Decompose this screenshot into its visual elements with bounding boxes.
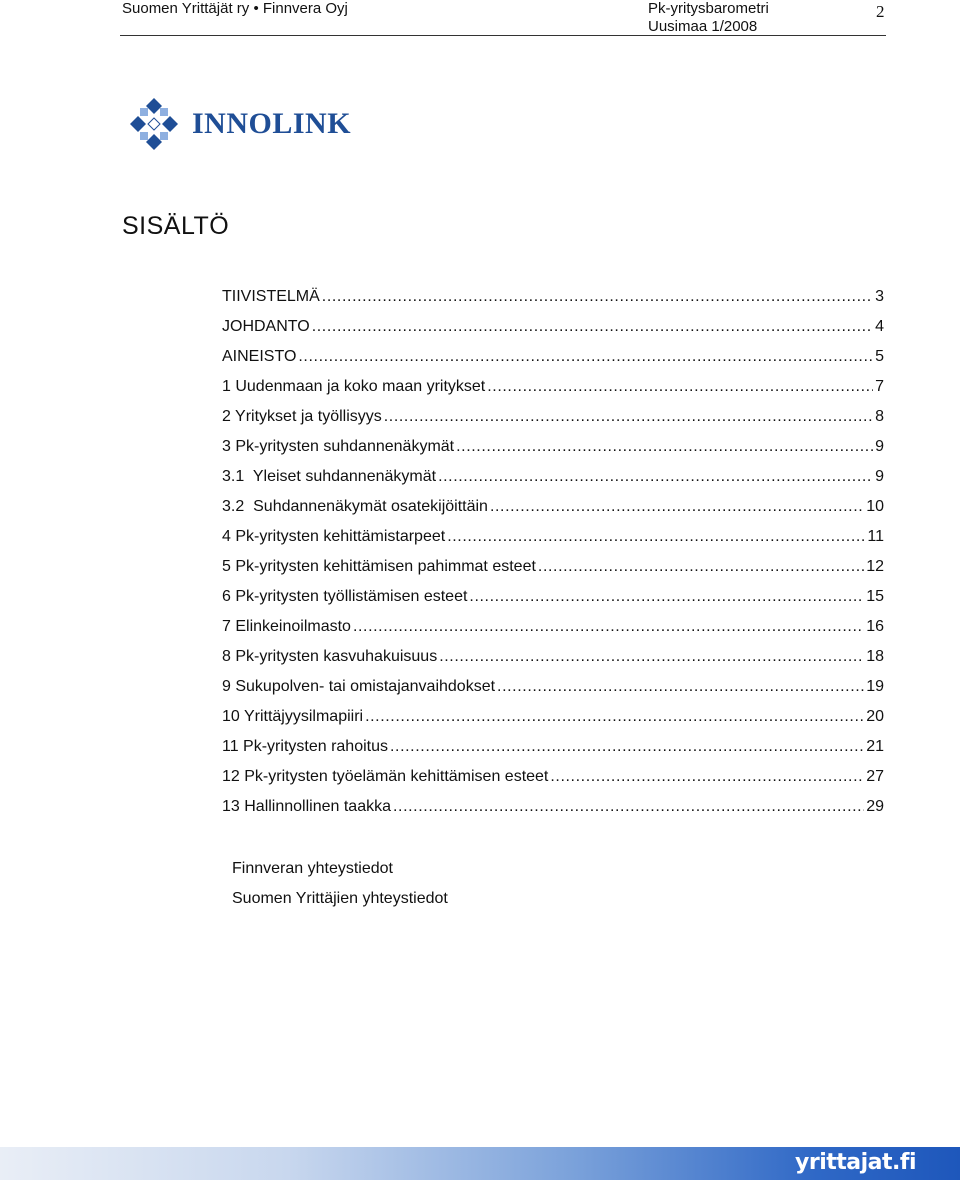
toc-entry-label: 7 Elinkeinoilmasto — [222, 618, 351, 635]
toc-entry-label: 4 Pk-yritysten kehittämistarpeet — [222, 528, 446, 545]
toc-entry-label: 3.2 Suhdannenäkymät osatekijöittäin — [222, 498, 488, 515]
toc-leader-dots — [439, 648, 864, 666]
toc-entry-page: 29 — [866, 798, 884, 815]
toc-leader-dots — [456, 438, 873, 456]
toc-entry[interactable] — [222, 498, 884, 528]
toc-entry-label: 12 Pk-yritysten työelämän kehittämisen esteet — [222, 768, 549, 785]
toc-leader-dots — [298, 348, 873, 366]
header-report-issue: Uusimaa 1/2008 — [648, 18, 758, 35]
toc-entry[interactable] — [222, 288, 884, 318]
toc-entry[interactable] — [222, 678, 884, 708]
toc-entry[interactable] — [222, 558, 884, 588]
toc-leader-dots — [447, 528, 865, 546]
toc-entry[interactable] — [222, 378, 884, 408]
toc-leader-dots — [312, 318, 873, 336]
toc-entry-page: 12 — [866, 558, 884, 575]
toc-entry-label: 11 Pk-yritysten rahoitus — [222, 738, 388, 755]
toc-entry-page: 27 — [866, 768, 884, 785]
toc-entry-label: AINEISTO — [222, 348, 297, 365]
toc-leader-dots — [538, 558, 864, 576]
page-title: SISÄLTÖ — [122, 212, 230, 240]
contacts-list — [232, 860, 448, 920]
innolink-logo-text: INNOLINK — [192, 107, 352, 140]
toc-leader-dots — [390, 738, 864, 756]
toc-entry-page: 19 — [866, 678, 884, 695]
innolink-diamond-icon — [124, 96, 184, 152]
toc-entry-page: 16 — [866, 618, 884, 635]
toc-leader-dots — [487, 378, 873, 396]
toc-entry[interactable] — [222, 618, 884, 648]
toc-entry[interactable] — [222, 708, 884, 738]
header-report-name: Pk-yritysbarometri — [648, 0, 769, 17]
toc-entry[interactable] — [222, 768, 884, 798]
header-divider — [120, 35, 886, 36]
toc-entry-page: 5 — [875, 348, 884, 365]
toc-entry[interactable] — [222, 588, 884, 618]
toc-leader-dots — [322, 288, 873, 306]
toc-entry[interactable] — [222, 468, 884, 498]
toc-entry-page: 8 — [875, 408, 884, 425]
toc-entry[interactable] — [222, 738, 884, 768]
toc-leader-dots — [497, 678, 864, 696]
toc-leader-dots — [393, 798, 864, 816]
toc-entry-label: JOHDANTO — [222, 318, 310, 335]
toc-leader-dots — [353, 618, 864, 636]
toc-entry[interactable] — [222, 528, 884, 558]
header-organizations: Suomen Yrittäjät ry • Finnvera Oyj — [122, 0, 348, 17]
toc-leader-dots — [365, 708, 864, 726]
toc-leader-dots — [490, 498, 864, 516]
toc-entry-label: 5 Pk-yritysten kehittämisen pahimmat esteet — [222, 558, 536, 575]
toc-entry[interactable] — [222, 798, 884, 828]
toc-entry-page: 21 — [866, 738, 884, 755]
toc-entry-page: 4 — [875, 318, 884, 335]
toc-leader-dots — [438, 468, 873, 486]
toc-entry-page: 9 — [875, 438, 884, 455]
toc-entry-page: 3 — [875, 288, 884, 305]
contact-suomen-yrittajat[interactable]: Suomen Yrittäjien yhteystiedot — [232, 890, 448, 907]
toc-entry[interactable] — [222, 438, 884, 468]
toc-entry-label: 8 Pk-yritysten kasvuhakuisuus — [222, 648, 438, 665]
toc-leader-dots — [550, 768, 864, 786]
innolink-logo — [124, 96, 351, 152]
toc-entry-page: 20 — [866, 708, 884, 725]
toc-entry-label: 2 Yritykset ja työllisyys — [222, 408, 382, 425]
toc-leader-dots — [469, 588, 864, 606]
page-number: 2 — [876, 2, 885, 21]
toc-entry-label: 9 Sukupolven- tai omistajanvaihdokset — [222, 678, 496, 695]
toc-entry-label: 3 Pk-yritysten suhdannenäkymät — [222, 438, 455, 455]
toc-entry-page: 10 — [866, 498, 884, 515]
toc-entry-page: 11 — [867, 528, 884, 545]
toc-entry-label: 10 Yrittäjyysilmapiiri — [222, 708, 364, 725]
toc-entry-page: 9 — [875, 468, 884, 485]
toc-entry-label: 6 Pk-yritysten työllistämisen esteet — [222, 588, 468, 605]
toc-entry-page: 7 — [875, 378, 884, 395]
toc-entry-label: 13 Hallinnollinen taakka — [222, 798, 391, 815]
toc-entry[interactable] — [222, 318, 884, 348]
toc-entry[interactable] — [222, 408, 884, 438]
yrittajat-logo: yrittajat.fi — [795, 1150, 916, 1175]
toc-entry[interactable] — [222, 348, 884, 378]
toc-entry-page: 15 — [866, 588, 884, 605]
header-report-info — [648, 0, 769, 36]
contact-finnvera[interactable]: Finnveran yhteystiedot — [232, 860, 393, 877]
toc-entry-page: 18 — [866, 648, 884, 665]
toc-entry-label: 3.1 Yleiset suhdannenäkymät — [222, 468, 437, 485]
toc-leader-dots — [384, 408, 873, 426]
toc-entry-label: TIIVISTELMÄ — [222, 288, 320, 305]
table-of-contents — [222, 288, 884, 828]
toc-entry-label: 1 Uudenmaan ja koko maan yritykset — [222, 378, 486, 395]
toc-entry[interactable] — [222, 648, 884, 678]
